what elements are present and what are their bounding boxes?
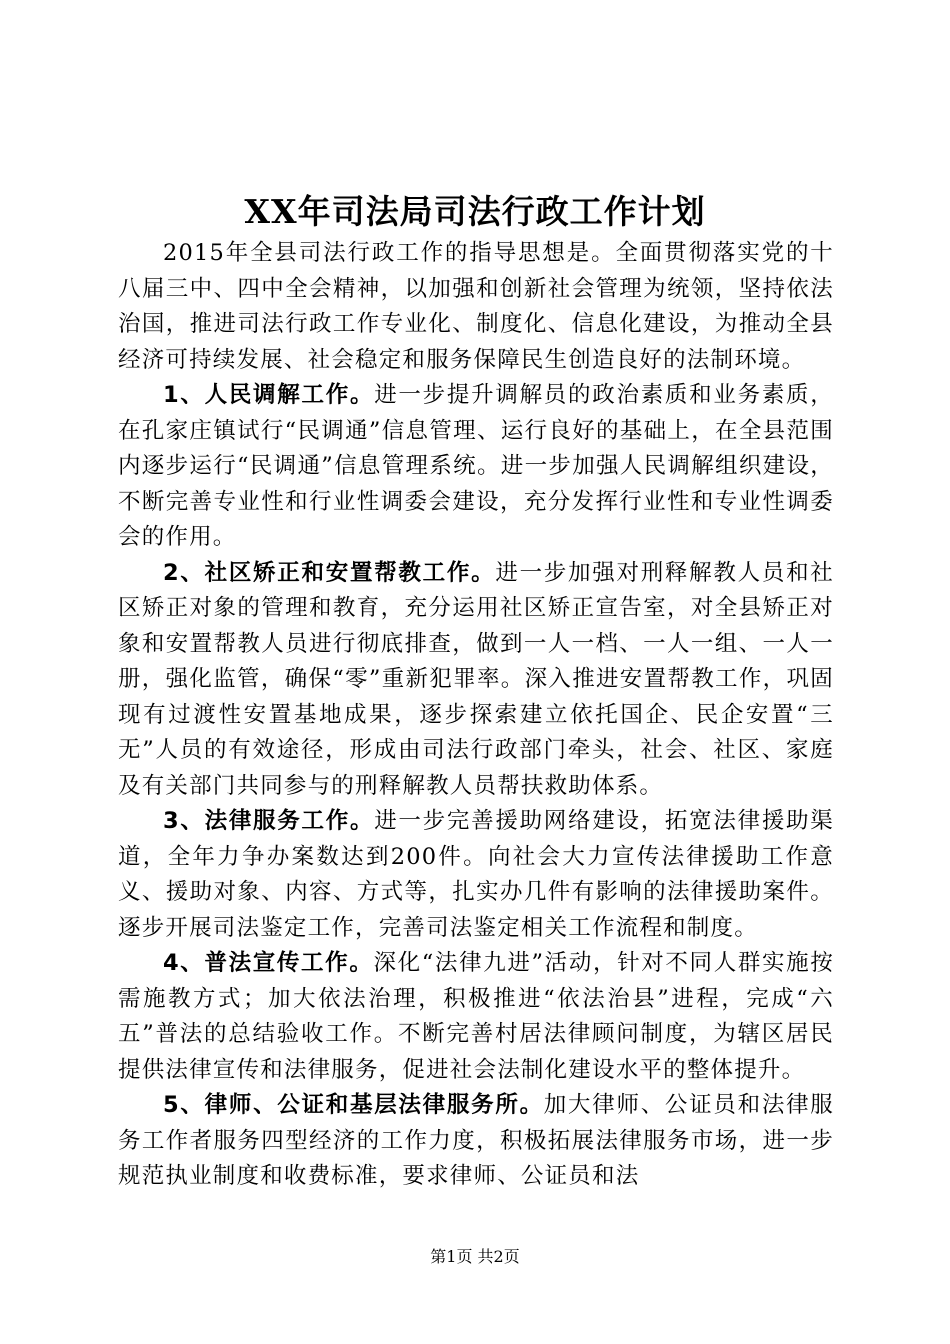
paragraph-lead: 5、律师、公证和基层法律服务所。	[163, 1092, 544, 1118]
document-title: XX年司法局司法行政工作计划	[244, 192, 706, 231]
paragraph-text: 进一步完善援助网络建设，拓宽法律援助渠道，全年力争办案数达到200件。向社会大力宣传法律援助工作意义、援助对象、内容、方式等，扎实办几件有影响的法律援助案件。逐步开展司法鉴定工作，完善司法鉴定相关工作流程和制度。	[118, 808, 834, 941]
paragraph-legal-services	[118, 804, 834, 946]
paragraph-lead: 2、社区矫正和安置帮教工作。	[163, 559, 496, 586]
paragraph-text: 深化“法律九进”活动，针对不同人群实施按需施教方式；加大依法治理，积极推进“依法治县”进程，完成“六五”普法的总结验收工作。不断完善村居法律顾问制度，为辖区居民提供法律宣传和法律服务，促进社会法制化建设水平的整体提升。	[118, 950, 834, 1083]
paragraph-people-mediation	[118, 378, 834, 556]
paragraph-legal-publicity	[118, 946, 834, 1088]
paragraph-lead: 4、普法宣传工作。	[163, 950, 374, 976]
paragraph-text: 进一步加强对刑释解教人员和社区矫正对象的管理和教育，充分运用社区矫正宣告室，对全县矫正对象和安置帮教人员进行彻底排查，做到一人一档、一人一组、一人一册，强化监管，确保“零”重新犯罪率。深入推进安置帮教工作，巩固现有过渡性安置基地成果，逐步探索建立依托国企、民企安置“三无”人员的有效途径，形成由司法行政部门牵头，社会、社区、家庭及有关部门共同参与的刑释解教人员帮扶救助体系。	[118, 559, 834, 799]
paragraph-text: 加大律师、公证员和法律服务工作者服务四型经济的工作力度，积极拓展法律服务市场，进一步规范执业制度和收费标准，要求律师、公证员和法	[118, 1092, 834, 1189]
paragraph-text: 进一步提升调解员的政治素质和业务素质，在孔家庄镇试行“民调通”信息管理、运行良好的基础上，在全县范围内逐步运行“民调通”信息管理系统。进一步加强人民调解组织建设，不断完善专业性和行业性调委会建设，充分发挥行业性和专业性调委会的作用。	[118, 382, 834, 550]
page-number-footer: 第1页 共2页	[430, 1247, 520, 1266]
document-body	[118, 236, 834, 1195]
paragraph-guiding-ideology	[118, 236, 834, 378]
paragraph-lead: 3、法律服务工作。	[163, 808, 375, 834]
paragraph-community-correction	[118, 556, 834, 805]
paragraph-lead: 1、人民调解工作。	[163, 382, 375, 408]
paragraph-text: 2015年全县司法行政工作的指导思想是。全面贯彻落实党的十八届三中、四中全会精神，以加强和创新社会管理为统领，坚持依法治国，推进司法行政工作专业化、制度化、信息化建设，为推动全县经济可持续发展、社会稳定和服务保障民生创造良好的法制环境。	[118, 240, 834, 373]
paragraph-lawyers-notary	[118, 1088, 834, 1195]
